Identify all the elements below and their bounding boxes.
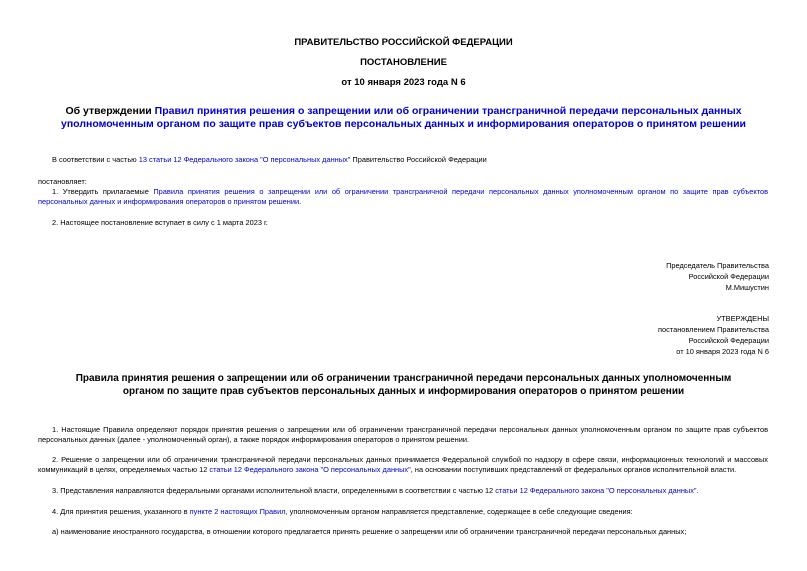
signature-position: Председатель Правительства (666, 261, 769, 270)
approved-by: постановлением Правительства (658, 325, 769, 334)
preamble-text-end: Правительство Российской Федерации (350, 155, 487, 164)
approved-label: УТВЕРЖДЕНЫ (716, 314, 769, 323)
rule-1: 1. Настоящие Правила определяют порядок принятия решения о запрещении или об ограничении трансграничной передачи персональных данных уполномоченным органом по защите прав субъектов персональных данных (далее - уполномоченный орган), а также порядок информирования операторов о принятом решении. (38, 425, 768, 444)
preamble-text: В соответствии с частью (52, 155, 139, 164)
approved-country: Российской Федерации (688, 336, 769, 345)
rule-4-end: , уполномоченным органом направляется представление, содержащее в себе следующие сведения: (285, 507, 633, 516)
rule-4-a: а) наименование иностранного государства, в отношении которого предлагается принять решение о запрещении или об ограничении трансграничной передачи персональных данных; (52, 527, 687, 536)
item-1-text: 1. Утвердить прилагаемые (52, 187, 154, 196)
document-kind: ПОСТАНОВЛЕНИЕ (360, 57, 447, 68)
rules-title: Правила принятия решения о запрещении или об ограничении трансграничной передачи персональных данных уполномоченным органом по защите прав субъектов персональных данных и информирования операторов о принятом решении (75, 373, 732, 397)
document-title (50, 105, 757, 131)
signature-block (666, 260, 769, 293)
item-1-rules-link[interactable]: Правила принятия решения о запрещении или об ограничении трансграничной передачи персональных данных уполномоченным органом по защите прав субъектов персональных данных и информирования операторов о принятом решении (38, 187, 768, 206)
signature-country: Российской Федерации (688, 272, 769, 281)
item-1 (38, 187, 768, 207)
title-prefix: Об утверждении (65, 105, 155, 117)
rule-4-paragraph-link[interactable]: пункте 2 настоящих Правил (189, 507, 286, 516)
preamble (52, 155, 768, 165)
signature-name: М.Мишустин (725, 283, 769, 292)
rule-4-text: 4. Для принятия решения, указанного в (52, 507, 190, 516)
item-2: 2. Настоящее постановление вступает в силу с 1 марта 2023 г. (52, 218, 268, 227)
rule-3-law-link[interactable]: статьи 12 Федерального закона "О персональных данных" (495, 486, 697, 495)
document-date: от 10 января 2023 года N 6 (341, 77, 466, 88)
title-rules-link[interactable]: Правил принятия решения о запрещении или об ограничении трансграничной передачи персональных данных уполномоченным органом по защите прав субъектов персональных данных и информирования операторов о принятом решении (61, 105, 746, 130)
rule-2-text: 2. Решение о запрещении или об ограничении трансграничной передачи персональных данных принимается Федеральной службой по надзору в сфере связи, информационных технологий и массовых коммуникаций в целях, определяемых частью 12 (38, 455, 768, 474)
approved-block (658, 313, 769, 357)
rule-3-end: . (696, 486, 699, 495)
decides-label: постановляет: (38, 177, 87, 186)
rule-3-text: 3. Представления направляются федеральными органами исполнительной власти, определенными в соответствии с частью 12 (52, 486, 496, 495)
rule-2-end: , на основании поступивших представлений от федеральных органов исполнительной власти. (410, 465, 737, 474)
item-1-end: . (299, 197, 302, 206)
rule-4 (52, 507, 768, 517)
rule-2 (38, 455, 768, 475)
rule-3 (52, 486, 768, 496)
approved-date: от 10 января 2023 года N 6 (676, 347, 769, 356)
preamble-law-link[interactable]: 13 статьи 12 Федерального закона "О персональных данных" (138, 155, 351, 164)
issuer-heading: ПРАВИТЕЛЬСТВО РОССИЙСКОЙ ФЕДЕРАЦИИ (294, 37, 513, 48)
rule-2-law-link[interactable]: статьи 12 Федерального закона "О персональных данных" (209, 465, 411, 474)
